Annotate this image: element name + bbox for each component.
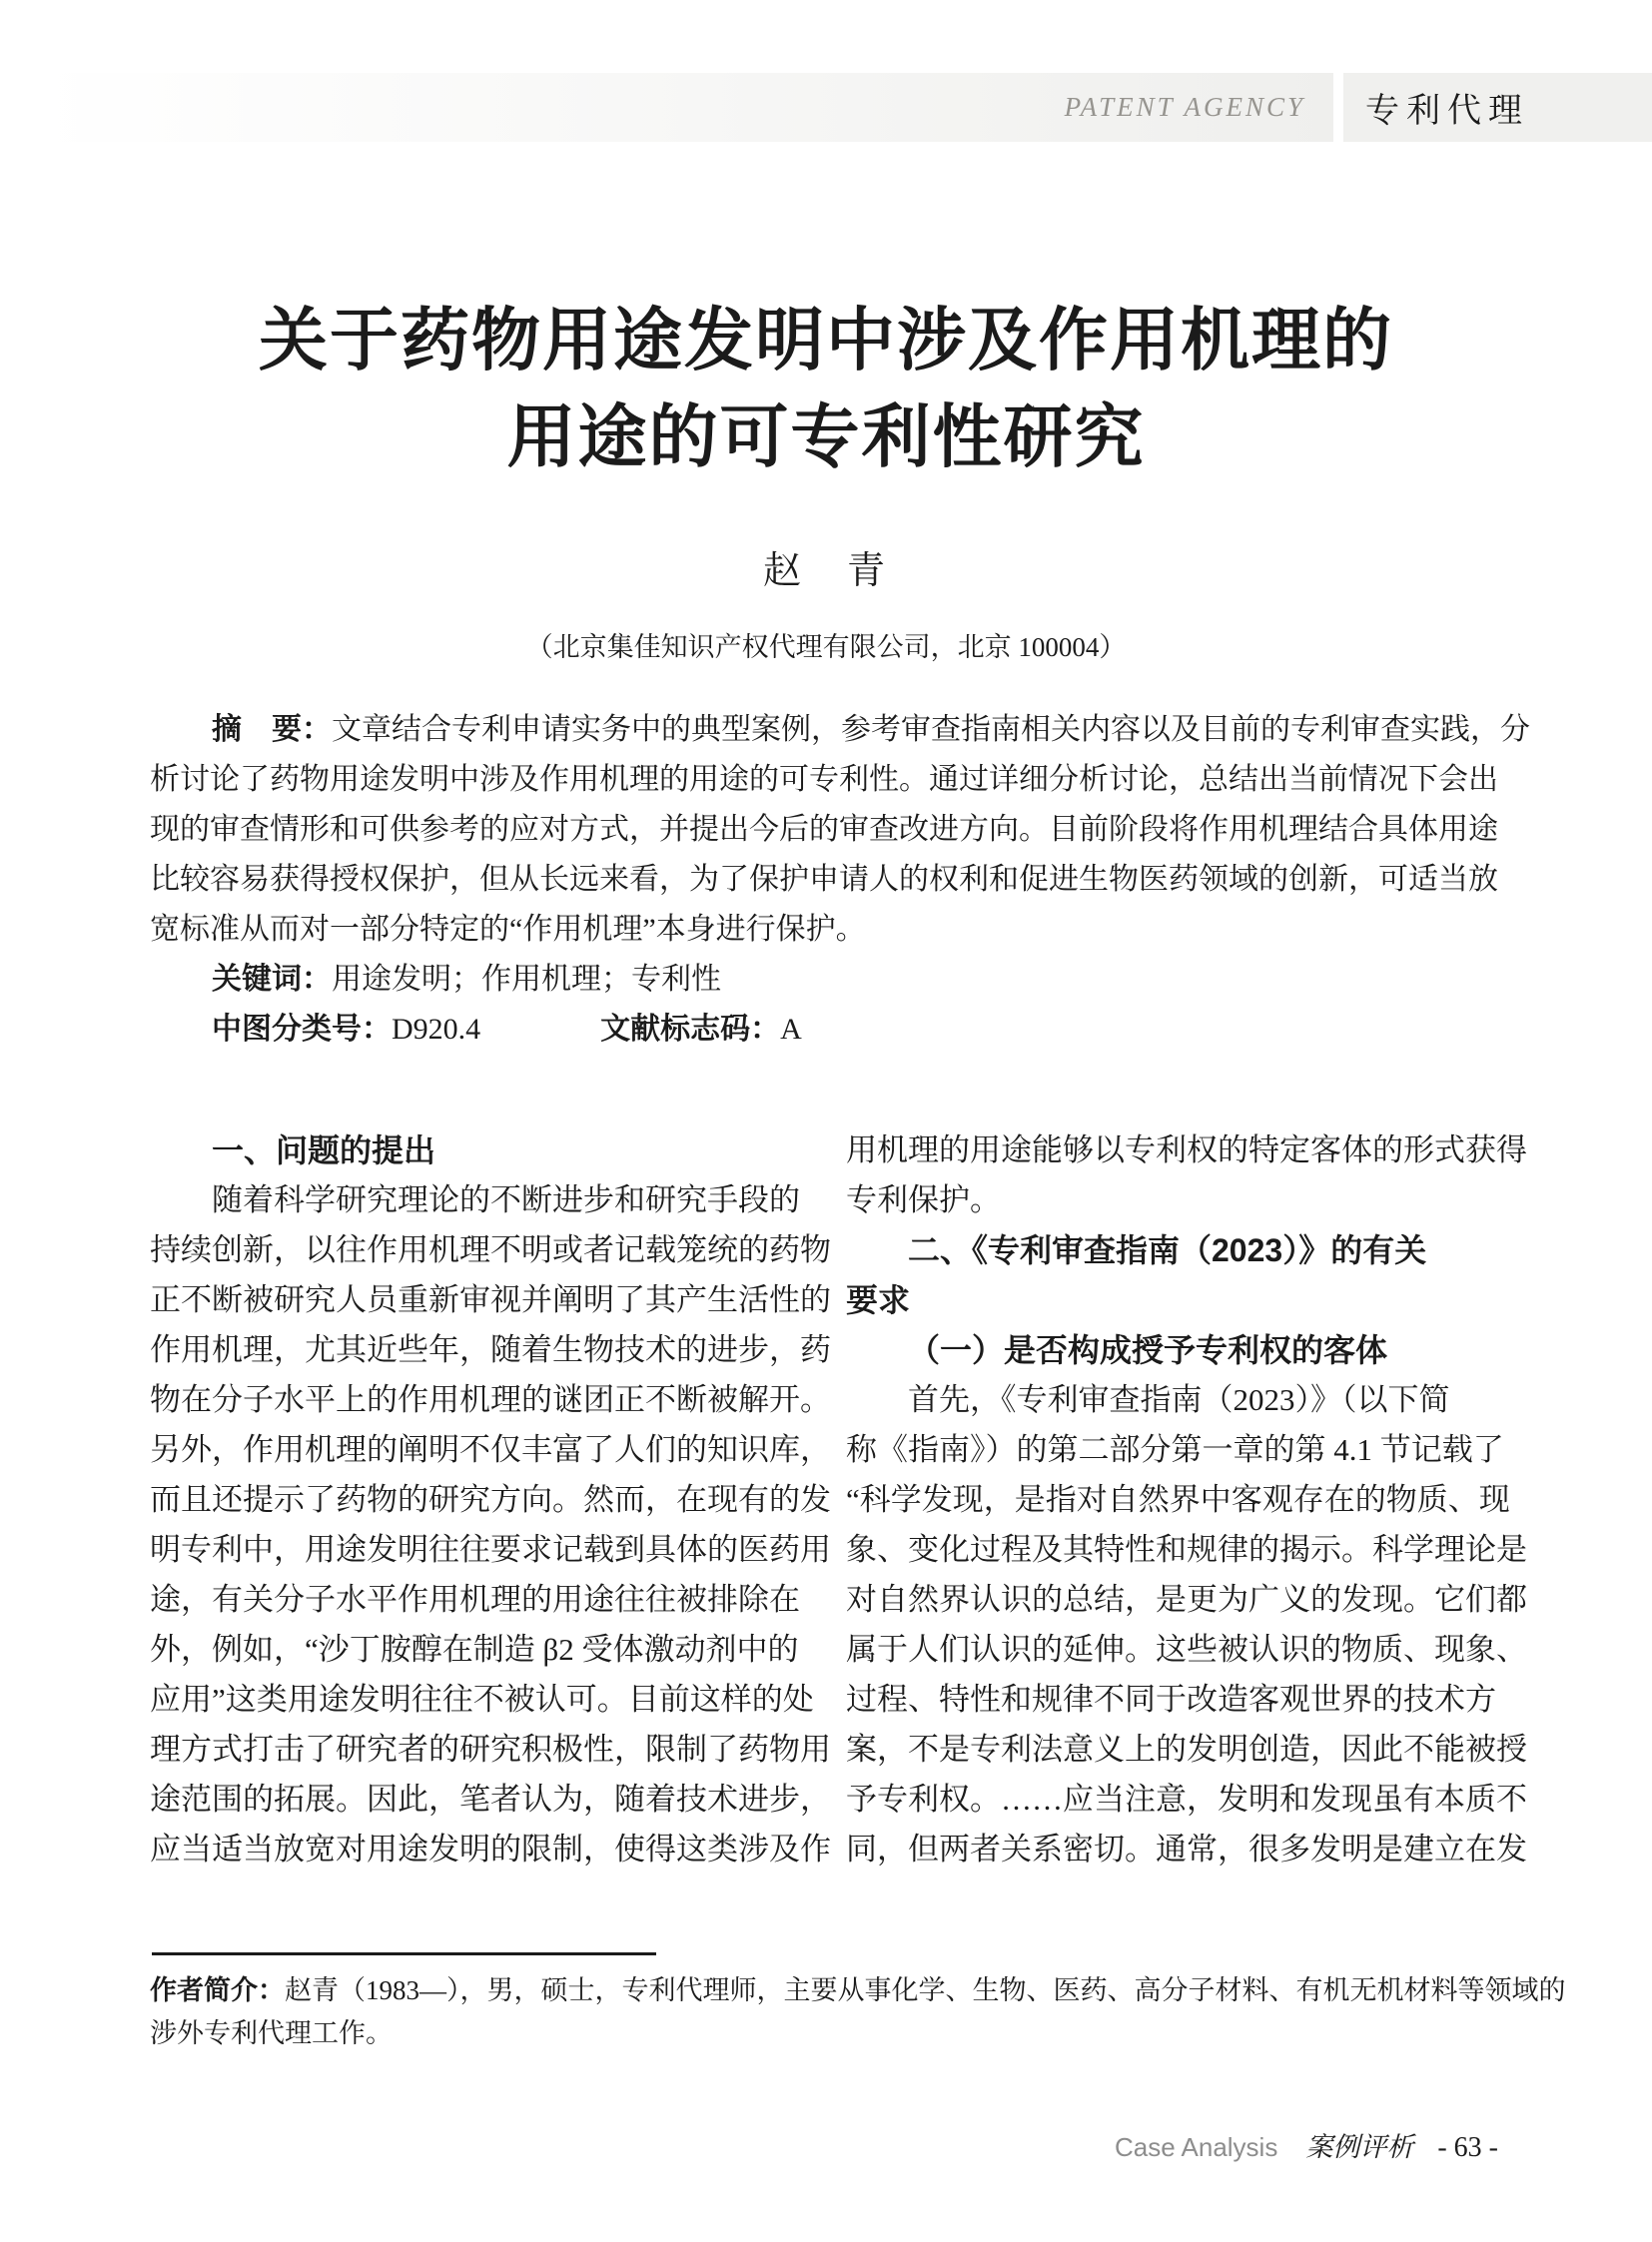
footer-english-label: Case Analysis	[1115, 2132, 1278, 2162]
body-column-left	[150, 1125, 831, 1874]
page-footer	[0, 2125, 1498, 2164]
header-section-box	[1343, 73, 1652, 142]
body-line: 应当适当放宽对用途发明的限制，使得这类涉及作	[150, 1832, 831, 1867]
abstract-text: 文章结合专利申请实务中的典型案例，参考审查指南相关内容以及目前的专利审查实践，分	[332, 713, 1530, 746]
article-title-line2: 用途的可专利性研究	[506, 399, 1146, 475]
body-line: 对自然界认识的总结，是更为广义的发现。它们都	[846, 1582, 1527, 1617]
abstract-line: 宽标准从而对一部分特定的“作用机理”本身进行保护。	[150, 913, 866, 946]
author-bio-line: 涉外专利代理工作。	[150, 2018, 393, 2048]
body-line: 理方式打击了研究者的研究积极性，限制了药物用	[150, 1732, 831, 1767]
article-title-line1: 关于药物用途发明中涉及作用机理的	[259, 303, 1393, 378]
body-line: 称《指南》）的第二部分第一章的第 4.1 节记载了	[846, 1432, 1504, 1467]
keywords-label: 关键词：	[212, 963, 332, 996]
body-line: 首先，《专利审查指南（2023）》（以下简	[908, 1382, 1450, 1417]
clc-label: 中图分类号：	[212, 1013, 392, 1046]
body-line: 作用机理，尤其近些年，随着生物技术的进步，药	[150, 1332, 831, 1367]
body-line: 象、变化过程及其特性和规律的揭示。科学理论是	[846, 1532, 1527, 1567]
body-line: 明专利中，用途发明往往要求记载到具体的医药用	[150, 1532, 831, 1567]
author-bio-label: 作者简介：	[150, 1975, 285, 2005]
body-line: 案，不是专利法意义上的发明创造，因此不能被授	[846, 1732, 1527, 1767]
body-line: 物在分子水平上的作用机理的谜团正不断被解开。	[150, 1382, 831, 1417]
footer-chinese-label: 案例评析	[1305, 2132, 1414, 2162]
section-heading-1: 一、问题的提出	[212, 1132, 436, 1168]
body-line: 外，例如，“沙丁胺醇在制造 β2 受体激动剂中的	[150, 1632, 799, 1667]
body-line: 应用”这类用途发明往往不被认可。目前这样的处	[150, 1682, 814, 1717]
body-line: 正不断被研究人员重新审视并阐明了其产生活性的	[150, 1282, 831, 1317]
body-line: 属于人们认识的延伸。这些被认识的物质、现象、	[846, 1632, 1527, 1667]
abstract-line	[150, 705, 1530, 755]
footnote-divider	[152, 1952, 656, 1955]
section-heading-2-line2: 要求	[846, 1282, 911, 1318]
author-bio	[150, 1969, 1566, 2055]
body-line: 而且还提示了药物的研究方向。然而，在现有的发	[150, 1482, 831, 1517]
body-line: 随着科学研究理论的不断进步和研究手段的	[212, 1182, 800, 1217]
header-english-label: PATENT AGENCY	[1064, 92, 1305, 122]
abstract-line: 析讨论了药物用途发明中涉及作用机理的用途的可专利性。通过详细分析讨论，总结出当前情况下会出	[150, 763, 1498, 796]
doc-code-label: 文献标志码：	[600, 1013, 781, 1046]
author-name: 赵 青	[762, 550, 889, 592]
body-line: 用机理的用途能够以专利权的特定客体的形式获得	[846, 1132, 1527, 1167]
header-gradient-strip	[38, 73, 1333, 142]
body-line: “科学发现，是指对自然界中客观存在的物质、现	[846, 1482, 1510, 1517]
page-number: - 63 -	[1437, 2132, 1498, 2163]
body-line: 同，但两者关系密切。通常，很多发明是建立在发	[846, 1832, 1527, 1867]
author-affiliation: （北京集佳知识产权代理有限公司，北京 100004）	[525, 632, 1127, 662]
keywords-text: 用途发明；作用机理；专利性	[332, 963, 721, 996]
abstract-line: 现的审查情形和可供参考的应对方式，并提出今后的审查改进方向。目前阶段将作用机理结合具体用途	[150, 813, 1498, 846]
author-bio-text: 赵青（1983—），男，硕士，专利代理师，主要从事化学、生物、医药、高分子材料、有机无机材料等领域的	[285, 1975, 1566, 2005]
body-line: 专利保护。	[846, 1182, 1001, 1217]
author-bio-line	[150, 1969, 1566, 2012]
body-line: 途范围的拓展。因此，笔者认为，随着技术进步，	[150, 1782, 831, 1817]
body-line: 另外，作用机理的阐明不仅丰富了人们的知识库，	[150, 1432, 831, 1467]
article-meta-block	[150, 705, 1530, 1055]
keywords-line	[150, 955, 1514, 1005]
body-line: 持续创新，以往作用机理不明或者记载笼统的药物	[150, 1232, 831, 1267]
body-line: 过程、特性和规律不同于改造客观世界的技术方	[846, 1682, 1496, 1717]
body-line: 予专利权。……应当注意，发明和发现虽有本质不	[846, 1782, 1527, 1817]
article-title	[0, 293, 1652, 486]
doc-code-value: A	[780, 1013, 802, 1046]
classification-line	[150, 1005, 1514, 1055]
subsection-heading: （一）是否构成授予专利权的客体	[908, 1332, 1388, 1368]
body-column-right	[846, 1125, 1527, 1874]
abstract-line: 比较容易获得授权保护，但从长远来看，为了保护申请人的权利和促进生物医药领域的创新，可适当放	[150, 863, 1498, 896]
section-heading-2-line1: 二、《专利审查指南（2023）》的有关	[908, 1232, 1427, 1268]
abstract-label: 摘 要：	[212, 713, 332, 746]
clc-value: D920.4	[392, 1013, 481, 1046]
body-line: 途，有关分子水平作用机理的用途往往被排除在	[150, 1582, 800, 1617]
header-section-label: 专利代理	[1365, 92, 1529, 130]
